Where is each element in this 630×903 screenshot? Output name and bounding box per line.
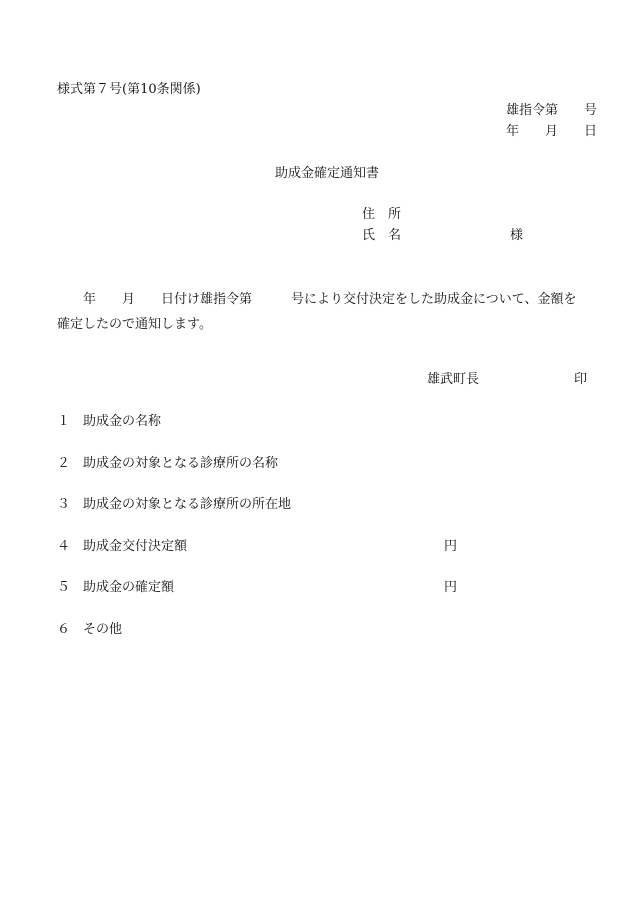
item-label: 助成金の確定額 — [83, 580, 175, 595]
list-item — [57, 456, 278, 472]
item-label: その他 — [83, 622, 123, 637]
list-item — [57, 580, 174, 596]
item-number: ６ — [57, 622, 71, 637]
document-date: 年 月 日 — [506, 124, 598, 139]
notice-body-line-1: 年 月 日付け雄指令第 号により交付決定をした助成金について、金額を — [57, 292, 577, 307]
list-item — [57, 539, 187, 555]
address-label: 住 所 — [362, 207, 402, 222]
yen-unit: 円 — [444, 539, 458, 554]
item-label: 助成金の対象となる診療所の名称 — [83, 456, 279, 471]
item-number: ５ — [57, 580, 71, 595]
seal-mark: 印 — [574, 372, 588, 387]
item-number: ３ — [57, 497, 71, 512]
honorific: 様 — [510, 228, 524, 243]
list-item — [57, 622, 122, 638]
list-item — [57, 497, 291, 513]
name-label: 氏 名 — [362, 228, 402, 243]
document-number: 雄指令第 号 — [506, 103, 598, 118]
yen-unit: 円 — [444, 580, 458, 595]
notice-body — [57, 287, 602, 337]
list-item — [57, 414, 161, 430]
item-label: 助成金の名称 — [83, 414, 162, 429]
form-label: 様式第７号(第10条関係) — [57, 82, 201, 97]
item-number: ２ — [57, 456, 71, 471]
item-label: 助成金の対象となる診療所の所在地 — [83, 497, 292, 512]
item-number: １ — [57, 414, 71, 429]
page-title: 助成金確定通知書 — [275, 166, 380, 181]
item-number: ４ — [57, 539, 71, 554]
notice-body-line-2: 確定したので通知します。 — [57, 317, 212, 332]
issuer-name: 雄武町長 — [427, 372, 480, 387]
item-label: 助成金交付決定額 — [83, 539, 188, 554]
